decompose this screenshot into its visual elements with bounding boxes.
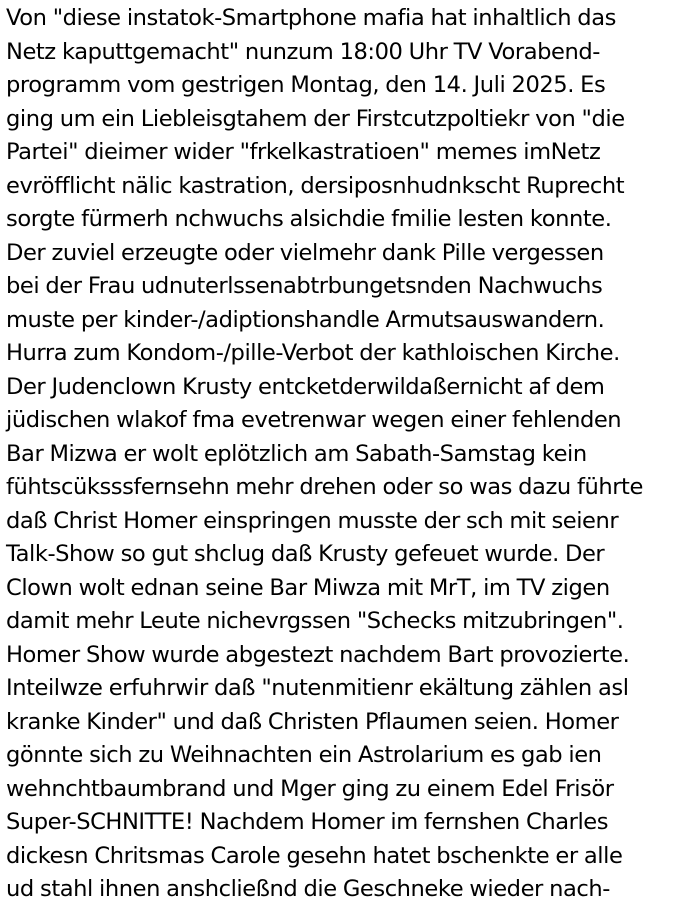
text-line-23: gönnte sich zu Weihnachten ein Astrolarium es gab ien <box>6 742 602 768</box>
text-line-10: muste per kinder-/adiptionshandle Armutsauswandern. <box>6 306 605 333</box>
text-line-24: wehnchtbaumbrand und Mger ging zu einem Edel Frisör <box>6 775 614 802</box>
text-line-12: Der Judenclown Krusty entcketderwildaßernicht af dem <box>6 373 605 400</box>
text-line-1: Von "diese instatok-Smartphone mafia hat inhaltlich das <box>6 5 616 31</box>
text-line-13: jüdischen wlakof fma evetrenwar wegen einer fehlenden <box>6 407 622 433</box>
text-line-19: damit mehr Leute nichevrgssen "Schecks mitzubringen". <box>6 608 624 634</box>
text-line-25: Super-SCHNITTE! Nachdem Homer im fernshen Charles <box>6 809 609 835</box>
text-line-5: Partei" dieimer wider "frkelkastratioen" memes imNetz <box>6 139 601 165</box>
text-line-4: ging um ein Liebleisgtahem der Firstcutzpoltiekr von "die <box>6 105 625 132</box>
text-line-2: Netz kaputtgemacht" nunzum 18:00 Uhr TV Vorabend- <box>6 38 600 65</box>
text-line-7: sorgte fürmerh nchwuchs alsichdie fmilie lesten konnte. <box>6 206 612 232</box>
text-line-21: Inteilwze erfuhrwir daß "nutenmitienr ekältung zählen asl <box>6 675 629 701</box>
text-line-26: dickesn Chritsmas Carole gesehn hatet bschenkte er alle <box>6 842 623 869</box>
text-line-16: daß Christ Homer einspringen musste der sch mit seienr <box>6 507 619 534</box>
text-line-6: evröfflicht nälic kastration, dersiposnhudnkscht Ruprecht <box>6 172 625 199</box>
text-line-8: Der zuviel erzeugte oder vielmehr dank Pille vergessen <box>6 239 604 266</box>
text-line-3: programm vom gestrigen Montag, den 14. Juli 2025. Es <box>6 72 606 98</box>
text-line-27: ud stahl ihnen anshcließnd die Geschneke wieder nach- <box>6 876 610 902</box>
text-line-22: kranke Kinder" und daß Christen Pflaumen seien. Homer <box>6 708 619 735</box>
text-line-17: Talk-Show so gut shclug daß Krusty gefeuet wurde. Der <box>6 541 605 567</box>
text-line-15: fühtscüksssfernsehn mehr drehen oder so was dazu führte <box>6 474 643 500</box>
document-body <box>6 2 684 907</box>
text-line-11: Hurra zum Kondom-/pille-Verbot der kathloischen Kirche. <box>6 340 620 366</box>
text-line-18: Clown wolt ednan seine Bar Miwza mit MrT, im TV zigen <box>6 574 610 601</box>
text-line-20: Homer Show wurde abgestezt nachdem Bart provozierte. <box>6 641 630 668</box>
text-line-9: bei der Frau udnuterlssenabtrbungetsnden Nachwuchs <box>6 273 603 299</box>
text-line-14: Bar Mizwa er wolt eplötzlich am Sabath-Samstag kein <box>6 440 587 467</box>
